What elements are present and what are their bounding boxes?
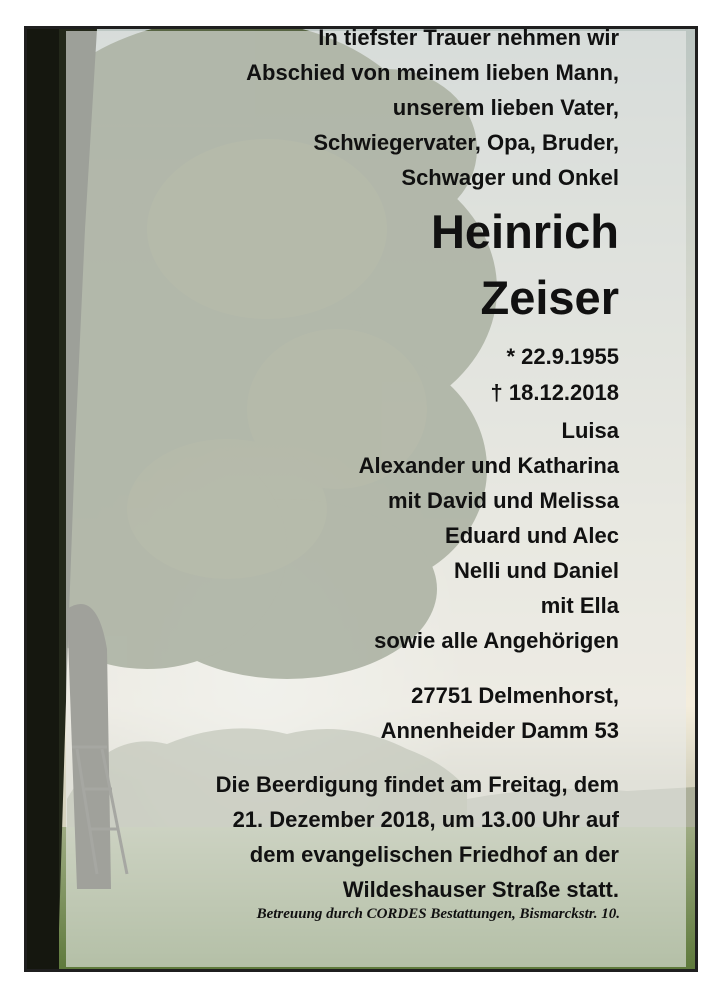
funeral-line: Die Beerdigung findet am Freitag, dem [215,772,619,797]
birth-date: * 22.9.1955 [506,344,619,369]
address-block [42,678,619,748]
funeral-line: dem evangelischen Friedhof an der [249,842,619,867]
mourner-line: Nelli und Daniel [453,558,619,583]
funeral-info [42,767,619,907]
mourner-line: sowie alle Angehörigen [374,628,619,653]
intro-line: Abschied von meinem lieben Mann, [246,60,619,85]
intro-line: Schwager und Onkel [401,165,619,190]
mourner-line: Luisa [561,418,619,443]
obituary-text [42,20,619,907]
intro-line: Schwiegervater, Opa, Bruder, [313,130,619,155]
mourner-line: Alexander und Katharina [358,453,619,478]
mourner-line: Eduard und Alec [445,523,619,548]
funeral-line: 21. Dezember 2018, um 13.00 Uhr auf [232,807,619,832]
undertaker-footer: Betreuung durch CORDES Bestattungen, Bismarckstr. 10. [256,906,620,922]
funeral-line: Wildeshauser Straße statt. [342,877,619,902]
mourners-list [42,413,619,658]
death-date: † 18.12.2018 [490,380,619,405]
mourner-line: mit David und Melissa [387,488,619,513]
address-line: 27751 Delmenhorst, [411,683,619,708]
deceased-name [42,199,619,331]
intro-line: In tiefster Trauer nehmen wir [318,25,619,50]
intro-line: unserem lieben Vater, [392,95,619,120]
last-name: Zeiser [480,271,619,324]
life-dates [42,339,619,411]
first-name: Heinrich [430,205,619,258]
address-line: Annenheider Damm 53 [380,718,619,743]
intro-text [42,20,619,195]
mourner-line: mit Ella [540,593,619,618]
